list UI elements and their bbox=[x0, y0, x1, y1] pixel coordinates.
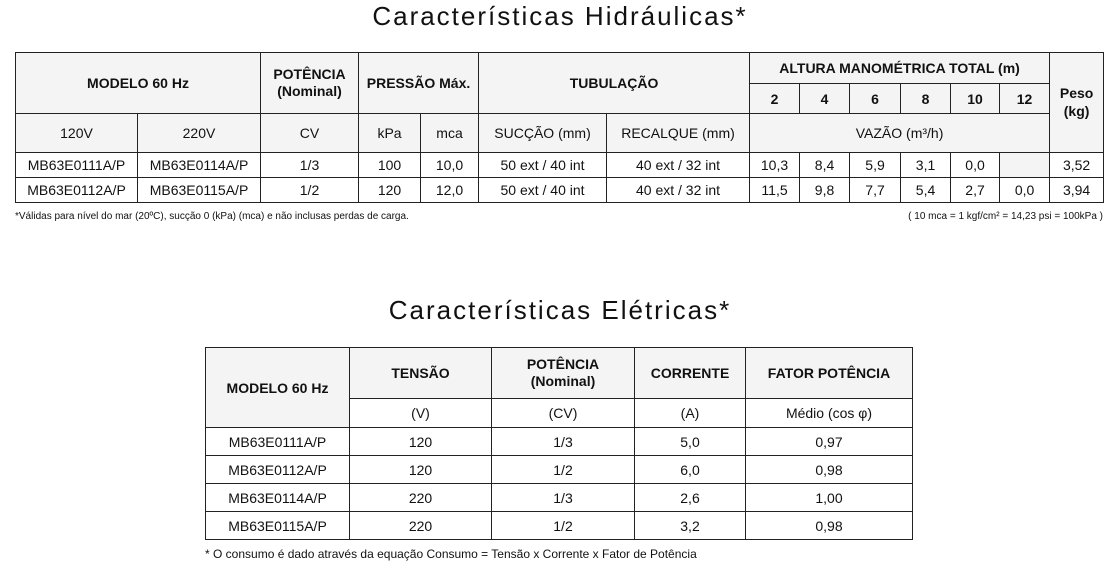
table-row bbox=[16, 153, 1104, 178]
cell-potencia: 1/2 bbox=[492, 512, 635, 540]
header-potencia-line1: POTÊNCIA bbox=[273, 65, 346, 82]
altura-col: 10 bbox=[951, 84, 1000, 114]
cell-kpa: 120 bbox=[359, 178, 421, 203]
cell-flow: 2,7 bbox=[951, 178, 1000, 203]
cell-corrente: 2,6 bbox=[635, 484, 746, 512]
cell-fator: 0,98 bbox=[746, 512, 913, 540]
cell-model: MB63E0115A/P bbox=[206, 512, 350, 540]
cell-model-120: MB63E0112A/P bbox=[16, 178, 138, 203]
cell-flow: 9,8 bbox=[800, 178, 850, 203]
cell-tensao: 120 bbox=[350, 428, 492, 456]
cell-potencia: 1/3 bbox=[492, 484, 635, 512]
cell-peso: 3,94 bbox=[1050, 178, 1104, 203]
hydraulic-footnote: *Válidas para nível do mar (20ºC), sucção 0 (kPa) (mca) e não inclusas perdas de carga. bbox=[15, 211, 409, 222]
cell-recalque: 40 ext / 32 int bbox=[607, 153, 750, 178]
hydraulic-table bbox=[15, 52, 1104, 203]
subheader-cv: CV bbox=[261, 114, 359, 153]
header-corrente: CORRENTE bbox=[635, 348, 746, 399]
unit-fator: Médio (cos φ) bbox=[746, 399, 913, 428]
header-tubulacao: TUBULAÇÃO bbox=[479, 53, 750, 114]
cell-model-120: MB63E0111A/P bbox=[16, 153, 138, 178]
cell-recalque: 40 ext / 32 int bbox=[607, 178, 750, 203]
header-potencia-line1: POTÊNCIA bbox=[526, 355, 600, 372]
cell-model: MB63E0111A/P bbox=[206, 428, 350, 456]
subheader-vazao: VAZÃO (m³/h) bbox=[750, 114, 1050, 153]
electric-table bbox=[205, 347, 913, 540]
cell-flow: 0,0 bbox=[951, 153, 1000, 178]
table-row bbox=[206, 484, 913, 512]
cell-flow: 7,7 bbox=[850, 178, 901, 203]
header-pressao: PRESSÃO Máx. bbox=[359, 53, 479, 114]
cell-fator: 1,00 bbox=[746, 484, 913, 512]
cell-kpa: 100 bbox=[359, 153, 421, 178]
header-peso bbox=[1050, 53, 1104, 153]
subheader-recalque: RECALQUE (mm) bbox=[607, 114, 750, 153]
cell-succao: 50 ext / 40 int bbox=[479, 153, 607, 178]
header-modelo: MODELO 60 Hz bbox=[16, 53, 261, 114]
cell-tensao: 220 bbox=[350, 484, 492, 512]
cell-model: MB63E0112A/P bbox=[206, 456, 350, 484]
subheader-120v: 120V bbox=[16, 114, 138, 153]
hydraulic-title: Características Hidráulicas* bbox=[372, 1, 748, 31]
cell-flow: 0,0 bbox=[1000, 178, 1050, 203]
cell-flow: 3,1 bbox=[901, 153, 951, 178]
unit-tensao: (V) bbox=[350, 399, 492, 428]
subheader-mca: mca bbox=[421, 114, 479, 153]
altura-col: 4 bbox=[800, 84, 850, 114]
header-peso-line1: Peso bbox=[1059, 85, 1094, 101]
cell-potencia: 1/3 bbox=[492, 428, 635, 456]
cell-model-220: MB63E0114A/P bbox=[138, 153, 261, 178]
header-tensao: TENSÃO bbox=[350, 348, 492, 399]
cell-corrente: 6,0 bbox=[635, 456, 746, 484]
header-potencia-line2: (Nominal) bbox=[530, 373, 596, 389]
unit-potencia: (CV) bbox=[492, 399, 635, 428]
header-potencia-line2: (Nominal) bbox=[277, 83, 342, 99]
cell-mca: 10,0 bbox=[421, 153, 479, 178]
cell-succao: 50 ext / 40 int bbox=[479, 178, 607, 203]
unit-corrente: (A) bbox=[635, 399, 746, 428]
cell-cv: 1/3 bbox=[261, 153, 359, 178]
header-peso-line2: (kg) bbox=[1063, 102, 1090, 119]
table-row bbox=[206, 456, 913, 484]
cell-flow: 10,3 bbox=[750, 153, 800, 178]
hydraulic-subheader-row bbox=[16, 114, 1104, 153]
cell-fator: 0,98 bbox=[746, 456, 913, 484]
table-row bbox=[206, 428, 913, 456]
header-fator: FATOR POTÊNCIA bbox=[746, 348, 913, 399]
altura-col: 2 bbox=[750, 84, 800, 114]
cell-mca: 12,0 bbox=[421, 178, 479, 203]
cell-potencia: 1/2 bbox=[492, 456, 635, 484]
cell-tensao: 120 bbox=[350, 456, 492, 484]
subheader-succao: SUCÇÃO (mm) bbox=[479, 114, 607, 153]
cell-flow-empty bbox=[1000, 153, 1050, 178]
header-modelo: MODELO 60 Hz bbox=[206, 348, 350, 428]
altura-col: 8 bbox=[901, 84, 951, 114]
table-row bbox=[206, 512, 913, 540]
subheader-kpa: kPa bbox=[359, 114, 421, 153]
table-row bbox=[16, 178, 1104, 203]
altura-col: 6 bbox=[850, 84, 901, 114]
cell-cv: 1/2 bbox=[261, 178, 359, 203]
cell-flow: 11,5 bbox=[750, 178, 800, 203]
electric-footnote: * O consumo é dado através da equação Consumo = Tensão x Corrente x Fator de Potência bbox=[205, 547, 697, 561]
cell-corrente: 5,0 bbox=[635, 428, 746, 456]
altura-col: 12 bbox=[1000, 84, 1050, 114]
subheader-220v: 220V bbox=[138, 114, 261, 153]
cell-peso: 3,52 bbox=[1050, 153, 1104, 178]
cell-flow: 8,4 bbox=[800, 153, 850, 178]
header-potencia bbox=[492, 348, 635, 399]
unit-conversion-note: ( 10 mca = 1 kgf/cm² = 14,23 psi = 100kPa ) bbox=[908, 211, 1103, 222]
hydraulic-header-row bbox=[16, 53, 1104, 84]
cell-model-220: MB63E0115A/P bbox=[138, 178, 261, 203]
header-altura: ALTURA MANOMÉTRICA TOTAL (m) bbox=[750, 53, 1050, 84]
cell-flow: 5,4 bbox=[901, 178, 951, 203]
cell-flow: 5,9 bbox=[850, 153, 901, 178]
cell-corrente: 3,2 bbox=[635, 512, 746, 540]
cell-fator: 0,97 bbox=[746, 428, 913, 456]
cell-model: MB63E0114A/P bbox=[206, 484, 350, 512]
cell-tensao: 220 bbox=[350, 512, 492, 540]
electric-title: Características Elétricas* bbox=[388, 295, 732, 325]
header-potencia bbox=[261, 53, 359, 114]
electric-header-row bbox=[206, 348, 913, 399]
